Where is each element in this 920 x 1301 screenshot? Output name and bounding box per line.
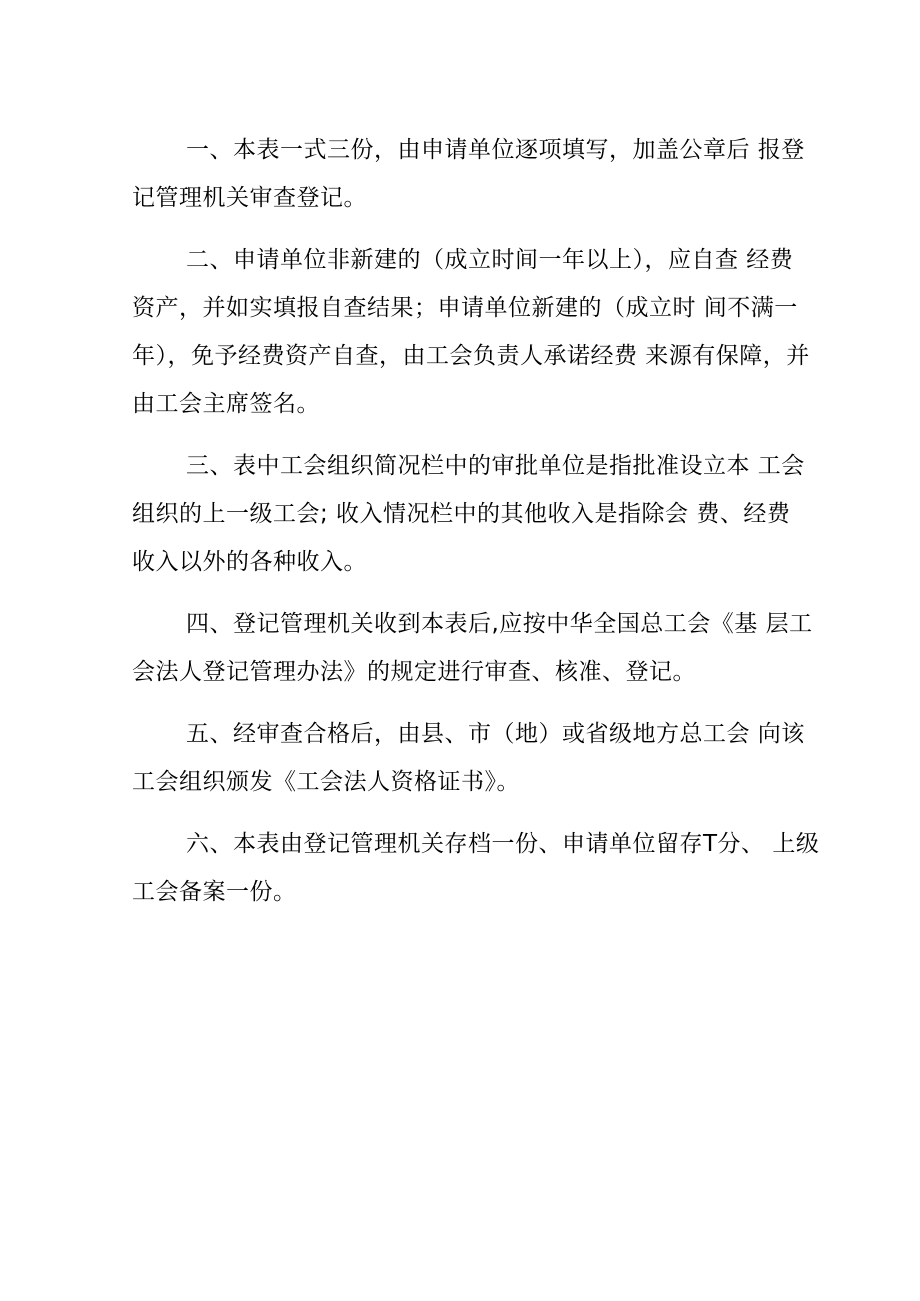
instruction-paragraph-3: [132, 442, 812, 586]
instruction-paragraph-5: [132, 710, 812, 806]
paragraph-line: 年），免予经费资产自查，由工会负责人承诺经费 来源有保障，并: [132, 343, 810, 369]
paragraph-line: 六、本表由登记管理机关存档一份、申请单位留存T分、 上级: [186, 831, 820, 857]
paragraph-line: 组织的上一级工会; 收入情况栏中的其他收入是指除会 费、经费: [132, 501, 791, 527]
instruction-paragraph-4: [132, 600, 812, 696]
paragraph-line: 工会组织颁发《工会法人资格证书》。: [132, 769, 520, 795]
paragraph-line: 会法人登记管理办法》的规定进行审查、核准、登记。: [132, 659, 696, 685]
instruction-paragraph-1: [132, 126, 812, 222]
paragraph-line: 二、申请单位非新建的（成立时间一年以上），应自查 经费: [186, 247, 794, 273]
paragraph-line: 收入以外的各种收入。: [132, 549, 367, 575]
paragraph-line: 三、表中工会组织简况栏中的审批单位是指批准设立本 工会: [186, 453, 805, 479]
paragraph-line: 一、本表一式三份，由申请单位逐项填写，加盖公章后 报登: [186, 137, 805, 163]
paragraph-line: 记管理机关审查登记。: [132, 185, 367, 211]
paragraph-line: 四、登记管理机关收到本表后,应按中华全国总工会《基 层工: [186, 611, 813, 637]
paragraph-line: 资产，并如实填报自查结果；申请单位新建的（成立时 间不满一: [132, 295, 798, 321]
instruction-paragraph-2: [132, 236, 812, 428]
document-body: [132, 126, 820, 930]
paragraph-line: 由工会主席签名。: [132, 391, 320, 417]
instruction-paragraph-6: [132, 820, 820, 916]
paragraph-line: 工会备案一份。: [132, 879, 297, 905]
paragraph-line: 五、经审查合格后，由县、市（地）或省级地方总工会 向该: [186, 721, 805, 747]
